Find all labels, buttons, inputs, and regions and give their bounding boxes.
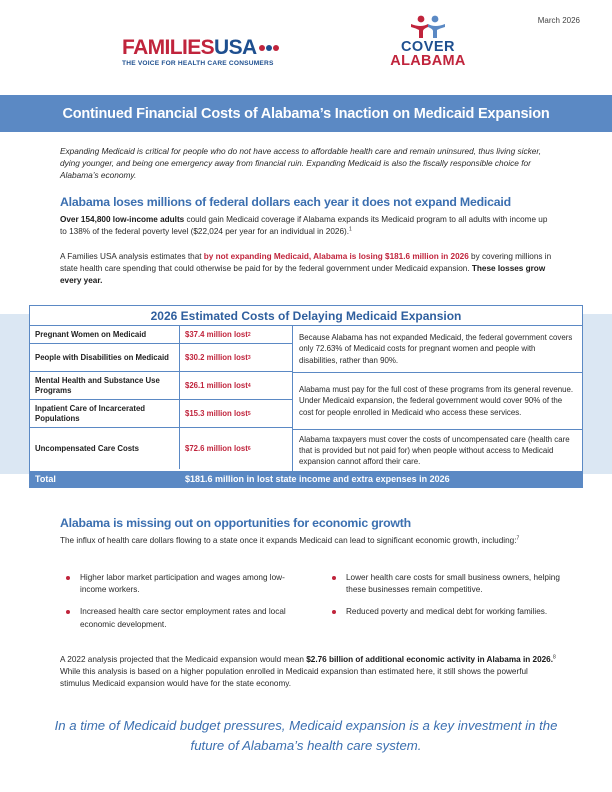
losses-grow: These losses grow every year. xyxy=(60,264,546,286)
list-item xyxy=(332,606,566,618)
footnote-ref: 8 xyxy=(553,654,556,661)
section1-paragraph-2 xyxy=(60,251,556,288)
row-value: $72.6 million lost 6 xyxy=(185,444,251,453)
logo-alabama: ALABAMA xyxy=(390,53,466,69)
table-row xyxy=(30,344,292,372)
bullet-dot-icon xyxy=(332,576,336,580)
costs-table xyxy=(29,305,583,488)
cover-alabama-logo xyxy=(382,14,474,69)
row-category: Inpatient Care of Incarcerated Populations xyxy=(30,400,180,427)
value-text: $26.1 million lost xyxy=(185,381,248,390)
logo-tagline: THE VOICE FOR HEALTH CARE CONSUMERS xyxy=(122,60,274,67)
row-category: Pregnant Women on Medicaid xyxy=(30,326,180,343)
table-row xyxy=(30,326,292,344)
title-bar xyxy=(0,95,612,132)
row-category: Uncompensated Care Costs xyxy=(30,428,180,469)
list-item xyxy=(332,572,566,596)
growth-bullets xyxy=(66,572,566,641)
people-dots-icon xyxy=(259,45,280,51)
bullet-text: Increased health care sector employment rates and local economic development. xyxy=(80,607,286,629)
list-item xyxy=(66,572,300,596)
intro-text: The influx of health care dollars flowing to a state once it expands Medicaid can lead to significant economic growth, including: xyxy=(60,536,517,545)
total-value: $181.6 million in lost state income and extra expenses in 2026 xyxy=(185,474,450,484)
loss-highlight: by not expanding Medicaid, Alabama is losing $181.6 million in 2026 xyxy=(203,252,469,261)
table-total-row xyxy=(30,471,582,487)
bullet-text: Lower health care costs for small business owners, helping these businesses remain competitive. xyxy=(346,573,560,595)
section1-heading: Alabama loses millions of federal dollars each year it does not expand Medicaid xyxy=(60,195,511,209)
families-usa-logo xyxy=(122,38,280,67)
row-category: Mental Health and Substance Use Programs xyxy=(30,372,180,399)
closing-statement: In a time of Medicaid budget pressures, Medicaid expansion is a key investment in the future of Alabama’s health care system. xyxy=(54,718,558,753)
section2-heading: Alabama is missing out on opportunities for economic growth xyxy=(60,516,411,530)
value-text: $30.2 million lost xyxy=(185,353,248,362)
section2-intro xyxy=(60,535,556,547)
total-label: Total xyxy=(35,474,56,484)
adults-count: Over 154,800 low-income adults xyxy=(60,215,185,224)
row-value: $37.4 million lost 2 xyxy=(185,330,251,339)
row-value: $15.3 million lost 5 xyxy=(185,409,251,418)
p2-text-a: A Families USA analysis estimates that xyxy=(60,252,204,261)
p1-text: could gain Medicaid coverage if Alabama expands its Medicaid program to all adults with income up to 138% of the federal poverty level ($22,024 per year for an individual in 2026). xyxy=(60,215,548,237)
table-note: Alabama taxpayers must cover the costs of uncompensated care (health care that is provided but not paid for) when people without access to Medicaid expansion cannot afford their care. xyxy=(299,434,570,467)
bullet-text: Higher labor market participation and wages among low-income workers. xyxy=(80,573,285,595)
section1-paragraph-1 xyxy=(60,214,556,238)
row-value: $30.2 million lost 3 xyxy=(185,353,251,362)
logo-word-families: FAMILIES xyxy=(122,36,215,59)
table-note: Alabama must pay for the full cost of these programs from its general revenue. Under Medicaid expansion, the federal government would cover 90% of the cost for people enrolled in Medicaid who access these services. xyxy=(293,373,582,430)
value-text: $37.4 million lost xyxy=(185,330,248,339)
table-row xyxy=(30,372,292,400)
people-figures-icon xyxy=(407,14,449,38)
value-text: $15.3 million lost xyxy=(185,409,248,418)
row-category: People with Disabilities on Medicaid xyxy=(30,344,180,371)
bullet-column-left xyxy=(66,572,300,641)
table-row xyxy=(30,400,292,428)
footnote-ref: 7 xyxy=(516,535,520,542)
economic-activity: $2.76 billion of additional economic activity in Alabama in 2026. xyxy=(306,655,554,664)
table-title: 2026 Estimated Costs of Delaying Medicaid Expansion xyxy=(30,306,582,326)
publication-date: March 2026 xyxy=(537,16,580,25)
section2-paragraph xyxy=(60,654,556,691)
intro-paragraph: Expanding Medicaid is critical for people who do not have access to affordable health care and remain uninsured, thus living sicker, dying younger, and being one emergency away from financial ruin. Expanding Medicaid is also the fiscally responsible choice for Alabama’s economy. xyxy=(60,146,542,180)
bullet-dot-icon xyxy=(66,610,70,614)
bullet-column-right xyxy=(332,572,566,641)
value-text: $72.6 million lost xyxy=(185,444,248,453)
p-text-b: While this analysis is based on a higher population enrolled in Medicaid expansion than estimated here, it still shows the powerful stimulus Medicaid expansion would have for the state economy. xyxy=(60,667,528,689)
page-title: Continued Financial Costs of Alabama’s Inaction on Medicaid Expansion xyxy=(62,105,550,122)
logo-cover: COVER xyxy=(400,39,456,55)
row-value: $26.1 million lost 4 xyxy=(185,381,251,390)
p2-text-b: by covering millions in state health care spending that could otherwise be paid for by the federal government under Medicaid expansion. xyxy=(60,252,552,274)
bullet-text: Reduced poverty and medical debt for working families. xyxy=(346,607,548,617)
bullet-dot-icon xyxy=(332,610,336,614)
logo-word-usa: USA xyxy=(214,36,257,59)
list-item xyxy=(66,606,300,630)
p-text-a: A 2022 analysis projected that the Medicaid expansion would mean xyxy=(60,655,307,664)
table-row xyxy=(30,428,292,469)
table-note: Because Alabama has not expanded Medicaid, the federal government covers only 72.63% of Medicaid costs for pregnant women and people with disabilities, rather than 90%. xyxy=(293,326,582,373)
bullet-dot-icon xyxy=(66,576,70,580)
footnote-ref: 1 xyxy=(349,226,352,233)
